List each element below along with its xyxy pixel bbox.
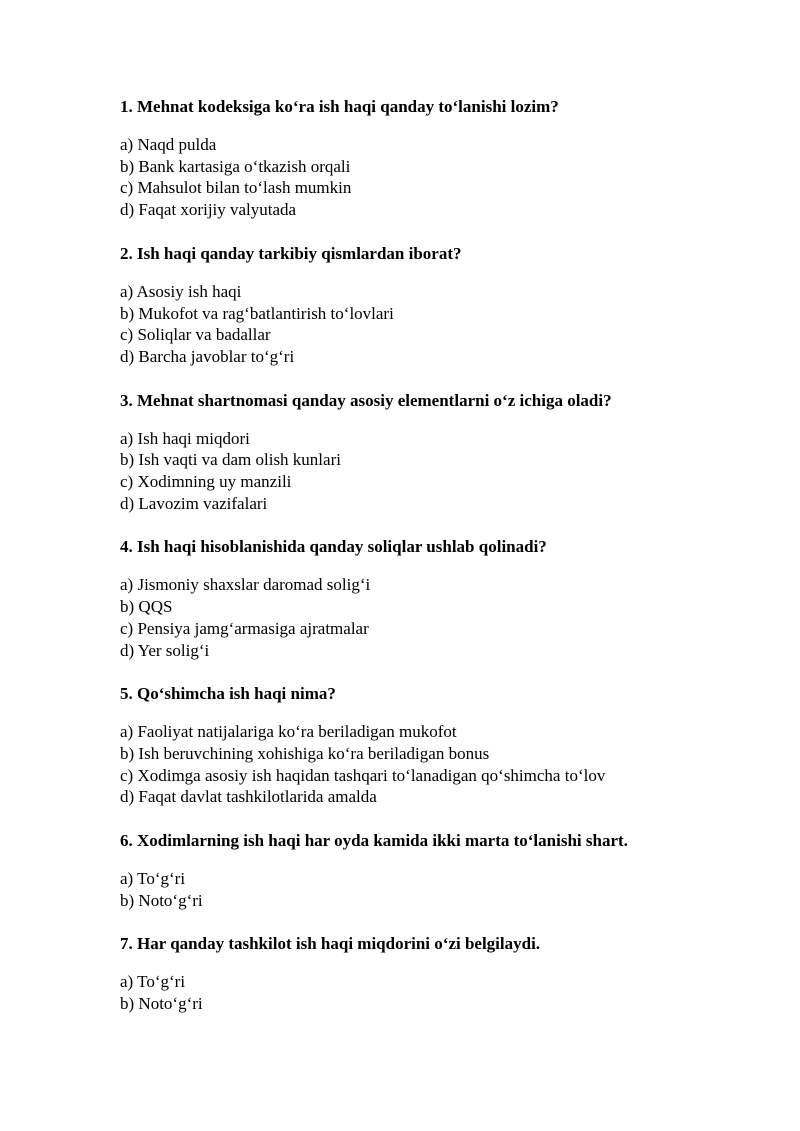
option-d: d) Faqat xorijiy valyutada — [120, 200, 297, 220]
option-a: a) Ish haqi miqdori — [120, 428, 250, 448]
question-title: 3. Mehnat shartnomasi qanday asosiy elementlarni o‘z ichiga oladi? — [120, 390, 612, 410]
option-c: c) Xodimga asosiy ish haqidan tashqari to‘lanadigan qo‘shimcha to‘lov — [120, 765, 606, 785]
question-2 — [120, 243, 700, 368]
question-title: 1. Mehnat kodeksiga ko‘ra ish haqi qanday to‘lanishi lozim? — [120, 97, 559, 116]
question-title: 5. Qo‘shimcha ish haqi nima? — [120, 684, 336, 704]
option-d: d) Barcha javoblar to‘g‘ri — [120, 346, 295, 366]
option-b: b) Bank kartasiga o‘tkazish orqali — [120, 156, 351, 176]
options-list — [120, 574, 700, 661]
option-c: c) Soliqlar va badallar — [120, 325, 271, 345]
options-list — [120, 721, 700, 808]
options-list — [120, 281, 700, 368]
option-b: b) Noto‘g‘ri — [120, 994, 203, 1014]
option-a: a) Naqd pulda — [120, 135, 217, 154]
options-list — [120, 134, 700, 221]
option-b: b) Ish beruvchining xohishiga ko‘ra beriladigan bonus — [120, 743, 490, 763]
option-b: b) QQS — [120, 597, 173, 617]
option-c: c) Mahsulot bilan to‘lash mumkin — [120, 178, 352, 198]
question-6 — [120, 830, 700, 911]
option-a: a) Jismoniy shaxslar daromad solig‘i — [120, 575, 371, 595]
option-b: b) Mukofot va rag‘batlantirish to‘lovlari — [120, 303, 394, 323]
option-d: d) Lavozim vazifalari — [120, 493, 268, 513]
question-title: 2. Ish haqi qanday tarkibiy qismlardan iborat? — [120, 243, 462, 263]
option-b: b) Ish vaqti va dam olish kunlari — [120, 450, 341, 470]
option-a: a) To‘g‘ri — [120, 972, 186, 992]
option-d: d) Yer solig‘i — [120, 640, 210, 660]
question-title: 4. Ish haqi hisoblanishida qanday soliqlar ushlab qolinadi? — [120, 537, 547, 557]
options-list — [120, 868, 700, 911]
question-1 — [120, 96, 700, 221]
option-c: c) Xodimning uy manzili — [120, 472, 292, 492]
question-5 — [120, 683, 700, 808]
question-title: 7. Har qanday tashkilot ish haqi miqdorini o‘zi belgilaydi. — [120, 934, 541, 954]
option-a: a) To‘g‘ri — [120, 869, 186, 889]
option-d: d) Faqat davlat tashkilotlarida amalda — [120, 787, 377, 807]
question-3 — [120, 390, 700, 515]
option-a: a) Asosiy ish haqi — [120, 281, 242, 301]
question-4 — [120, 536, 700, 661]
document-page — [120, 96, 700, 1037]
question-7 — [120, 933, 700, 1014]
question-title: 6. Xodimlarning ish haqi har oyda kamida ikki marta to‘lanishi shart. — [120, 831, 628, 851]
option-b: b) Noto‘g‘ri — [120, 890, 203, 910]
options-list — [120, 428, 700, 515]
options-list — [120, 971, 700, 1014]
option-c: c) Pensiya jamg‘armasiga ajratmalar — [120, 618, 369, 638]
option-a: a) Faoliyat natijalariga ko‘ra beriladigan mukofot — [120, 722, 457, 742]
